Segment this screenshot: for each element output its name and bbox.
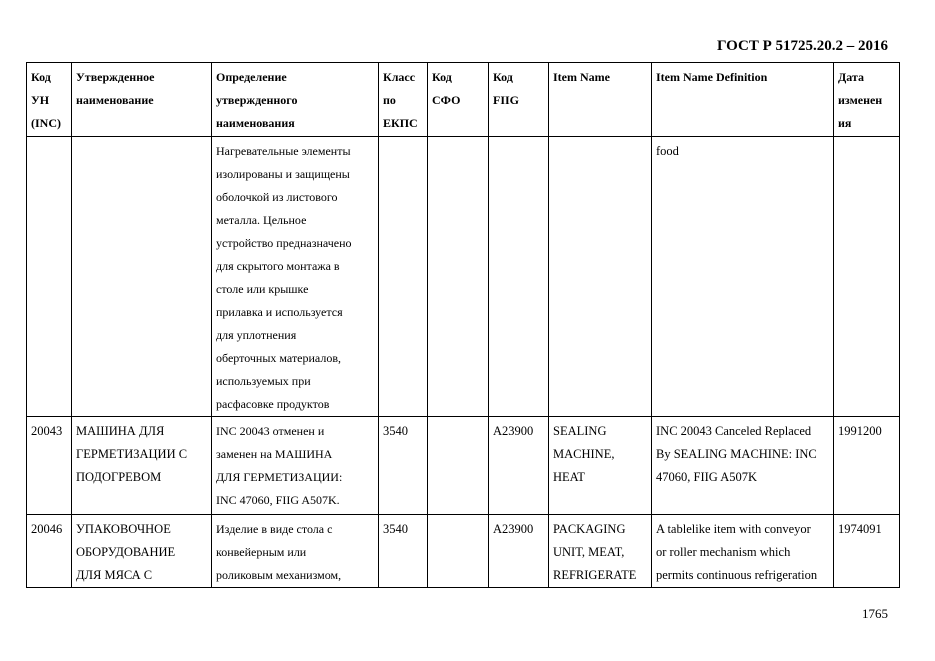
change-date-cell: 1991200	[834, 417, 900, 515]
document-header: ГОСТ Р 51725.20.2 – 2016	[716, 38, 888, 54]
name-definition-cell: Нагревательные элементы изолированы и защищены оболочкой из листового металла. Цельное устройство предназначено для скрытого монтажа в столе или крышке прилавка и используется для уплотнения оберточных материалов, используемых при расфасовке продуктов	[212, 137, 379, 417]
column-header-fiig-code: Код FIIG	[489, 63, 549, 137]
fiig-code-cell	[489, 137, 549, 417]
item-name-definition-cell: INC 20043 Canceled Replaced By SEALING MACHINE: INC 47060, FIIG A507K	[652, 417, 834, 515]
fiig-code-cell: A23900	[489, 417, 549, 515]
sfo-code-cell	[428, 417, 489, 515]
item-name-cell	[549, 137, 652, 417]
ekps-class-cell	[379, 137, 428, 417]
column-header-ekps-class: Класс по ЕКПС	[379, 63, 428, 137]
column-header-sfo-code: Код СФО	[428, 63, 489, 137]
sfo-code-cell	[428, 137, 489, 417]
name-definition-cell: INC 20043 отменен и заменен на МАШИНА ДЛЯ ГЕРМЕТИЗАЦИИ: INC 47060, FIIG A507K.	[212, 417, 379, 515]
item-name-definition-cell: A tablelike item with conveyor or roller mechanism which permits continuous refrigeration	[652, 515, 834, 588]
column-header-item-name: Item Name	[549, 63, 652, 137]
table-row	[27, 515, 900, 588]
column-header-inc: Код УН (INC)	[27, 63, 72, 137]
change-date-cell: 1974091	[834, 515, 900, 588]
item-name-cell: PACKAGING UNIT, MEAT, REFRIGERATE	[549, 515, 652, 588]
name-definition-cell: Изделие в виде стола с конвейерным или роликовым механизмом,	[212, 515, 379, 588]
approved-name-cell	[72, 137, 212, 417]
column-header-change-date: Дата изменен ия	[834, 63, 900, 137]
item-name-definition-cell: food	[652, 137, 834, 417]
ekps-class-cell: 3540	[379, 417, 428, 515]
page-number: 1765	[862, 606, 888, 621]
table-header-row	[27, 63, 900, 137]
inc-cell: 20046	[27, 515, 72, 588]
sfo-code-cell	[428, 515, 489, 588]
approved-name-cell: МАШИНА ДЛЯ ГЕРМЕТИЗАЦИИ С ПОДОГРЕВОМ	[72, 417, 212, 515]
inc-cell: 20043	[27, 417, 72, 515]
fiig-code-cell: A23900	[489, 515, 549, 588]
table-row	[27, 137, 900, 417]
item-name-cell: SEALING MACHINE, HEAT	[549, 417, 652, 515]
change-date-cell	[834, 137, 900, 417]
classification-table	[26, 62, 900, 588]
approved-name-cell: УПАКОВОЧНОЕ ОБОРУДОВАНИЕ ДЛЯ МЯСА С	[72, 515, 212, 588]
column-header-item-name-definition: Item Name Definition	[652, 63, 834, 137]
inc-cell	[27, 137, 72, 417]
column-header-approved-name: Утвержденное наименование	[72, 63, 212, 137]
column-header-name-definition: Определение утвержденного наименования	[212, 63, 379, 137]
table-row	[27, 417, 900, 515]
ekps-class-cell: 3540	[379, 515, 428, 588]
